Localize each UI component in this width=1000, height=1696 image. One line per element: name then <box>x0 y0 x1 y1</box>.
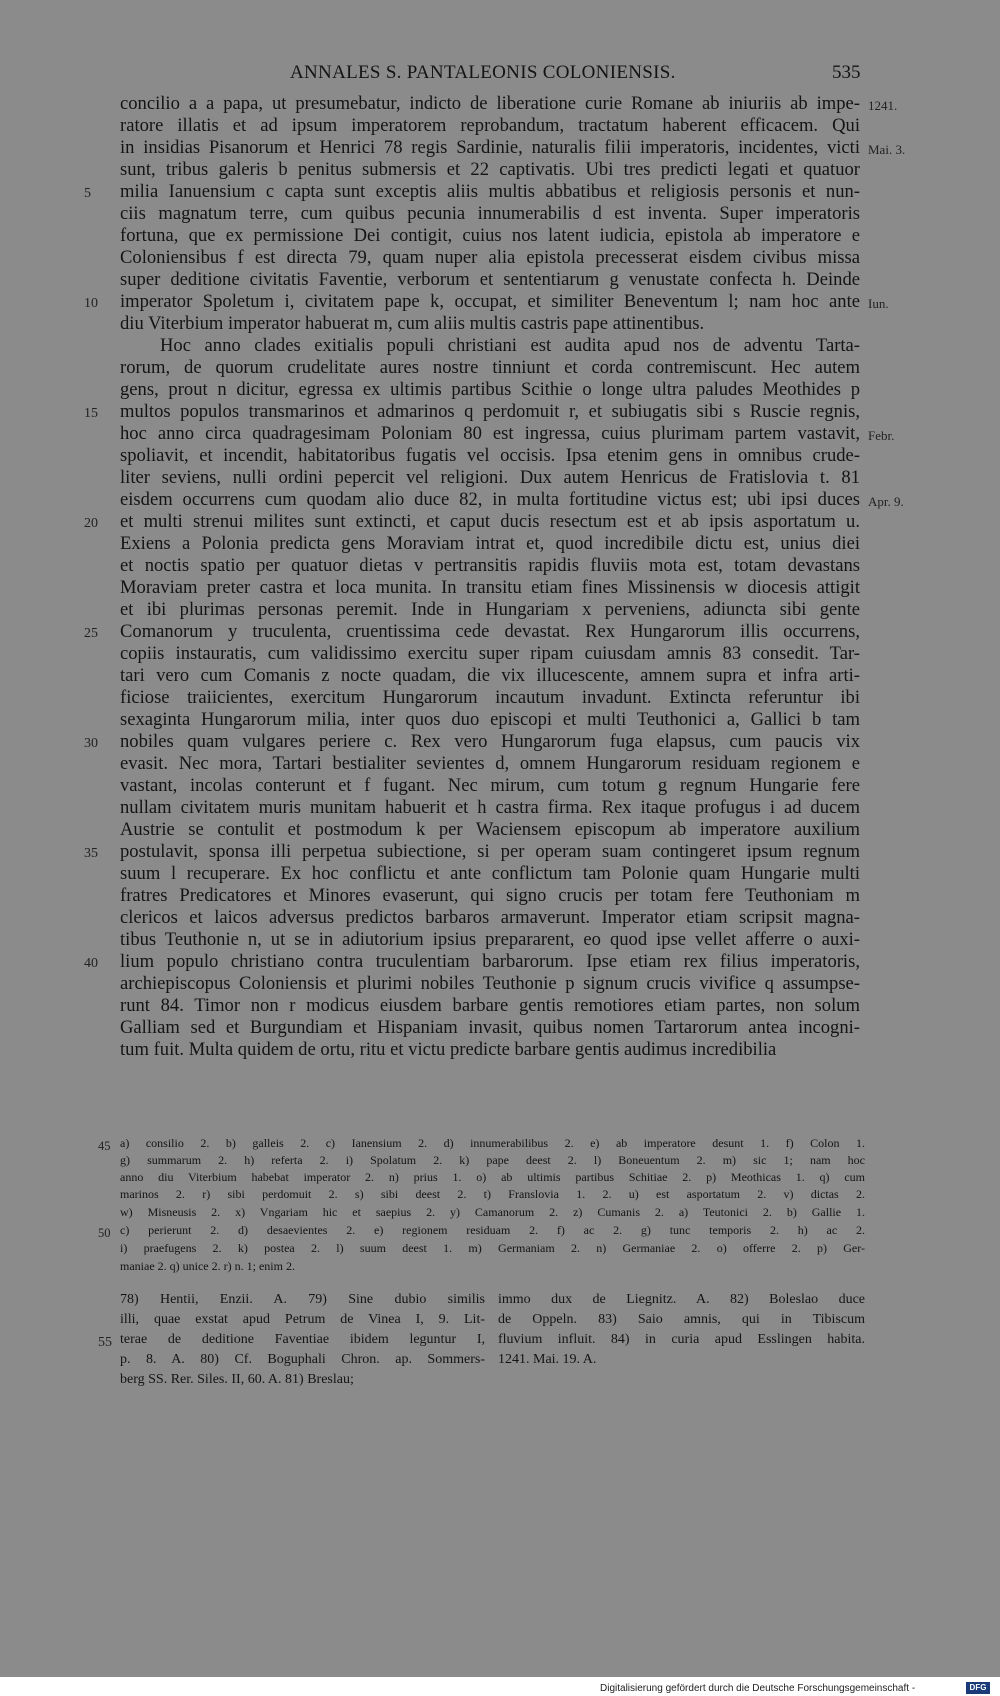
text-line: evasit. Nec mora, Tartari bestialiter sevientes d, omnem Hungarorum residuam regionem e <box>120 753 860 774</box>
text-line: vastant, incolas conterunt et f fugant. Nec mirum, cum totum g regnum Hungarie fere <box>120 775 860 796</box>
running-title: ANNALES S. PANTALEONIS COLONIENSIS. <box>290 62 676 83</box>
footnote-line: de Oppeln. 83) Saio amnis, qui in Tibiscum <box>498 1312 865 1327</box>
apparatus-line: a) consilio 2. b) galleis 2. c) Ianensium 2. d) innumerabilibus 2. e) ab imperatore desunt 1. f) Colon 1. <box>120 1136 865 1150</box>
text-line: ratore illatis et ad ipsum imperatorem reprobandum, tractatum haberent efficacem. Qui <box>120 115 860 136</box>
text-line: spoliavit, et incendit, habitatoribus fugatis vel occisis. Ipsa etenim gens in omnibus crude- <box>120 445 860 466</box>
text-line: nobiles quam vulgares periere c. Rex vero Hungarorum fuga elapsus, cum paucis vix <box>120 731 860 752</box>
footnote-line: terae de deditione Faventiae ibidem leguntur I, <box>120 1332 485 1347</box>
text-line: eisdem occurrens cum quodam alio duce 82, in multa fortitudine victus est; ubi ipsi duces <box>120 489 860 510</box>
text-line: Austrie se contulit et postmodum k per Waciensem episcopum ab imperatore auxilium <box>120 819 860 840</box>
margin-date: Febr. <box>868 428 895 443</box>
line-number: 50 <box>98 1226 111 1240</box>
dfg-logo: DFG <box>966 1682 990 1694</box>
text-line: rorum, de quorum crudelitate aures nostre tinniunt et corda contremiscunt. Hec autem <box>120 357 860 378</box>
line-number: 40 <box>84 956 98 971</box>
text-line: fratres Predicatores et Minores evaserunt, qui signo crucis per totam fere Teuthoniam m <box>120 885 860 906</box>
footnote-line: berg SS. Rer. Siles. II, 60. A. 81) Breslau; <box>120 1372 354 1387</box>
line-number: 25 <box>84 626 98 641</box>
text-line: super deditione civitatis Faventie, verborum et sententiarum g venustate confecta h. Deinde <box>120 269 860 290</box>
text-line: et multi strenui milites sunt extincti, et caput ducis resectum est et ab ipsis asportatum u. <box>120 511 860 532</box>
text-line: ficiose traiicientes, exercitum Hungarorum incautum invadunt. Extincta referuntur ibi <box>120 687 860 708</box>
digitization-credit: Digitalisierung gefördert durch die Deutsche Forschungsgemeinschaft - <box>600 1683 916 1694</box>
margin-date: Mai. 3. <box>868 142 906 157</box>
apparatus-line: anno diu Viterbium habebat imperator 2. n) prius 1. o) ab ultimis partibus Schitiae 2. p) Meothicas 1. q) cum <box>120 1170 865 1184</box>
text-line: lium populo christiano contra truculentiam barbarorum. Ipse etiam rex filius imperatoris, <box>120 951 860 972</box>
margin-date: 1241. <box>868 98 898 113</box>
line-number: 55 <box>98 1335 112 1350</box>
line-number: 10 <box>84 296 98 311</box>
text-line: in insidias Pisanorum et Henrici 78 regis Sardinie, naturalis filii imperatoris, incidentes, victi <box>120 137 860 158</box>
line-number: 5 <box>84 186 91 201</box>
text-line: Exiens a Polonia predicta gens Moraviam intrat et, quod incredibile dictu est, unius diei <box>120 533 860 554</box>
text-line: tari vero cum Comanis z nocte quadam, die vix illucescente, amnem supra et infra arti- <box>120 665 860 686</box>
footnote-line: immo dux de Liegnitz. A. 82) Boleslao duce <box>498 1292 865 1307</box>
text-line: hoc anno circa quadragesimam Poloniam 80 est ingressa, cuius plurimam partem vastavit, <box>120 423 860 444</box>
text-line: runt 84. Timor non r modicus eiusdem barbare gentis remotiores etiam partes, non solum <box>120 995 860 1016</box>
footnote-line: p. 8. A. 80) Cf. Boguphali Chron. ap. Sommers- <box>120 1352 485 1367</box>
text-line: sunt, tribus galeris b penitus submersis et 22 captivatis. Ubi tres predicti legati et quatuor <box>120 159 860 180</box>
apparatus-line: marinos 2. r) sibi perdomuit 2. s) sibi deest 2. t) Franslovia 1. 2. u) est asportatum 2. v) dictas 2. <box>120 1187 865 1201</box>
text-line: et noctis spatio per quatuor dietas v pertransitis rapidis fluviis mota est, totam devastans <box>120 555 860 576</box>
apparatus-line: maniae 2. q) unice 2. r) n. 1; enim 2. <box>120 1259 295 1273</box>
text-line: suum l recuperare. Ex hoc conflictu et ante conflictum tam Polonie quam Hungarie multi <box>120 863 860 884</box>
text-line: et ibi plurimas personas peremit. Inde in Hungariam x perveniens, adiuncta sibi gente <box>120 599 860 620</box>
footnote-line: illi, quae exstat apud Petrum de Vinea I, 9. Lit- <box>120 1312 485 1327</box>
text-line: concilio a a papa, ut presumebatur, indicto de liberatione curie Romane ab iniuriis ab impe- <box>120 93 860 114</box>
text-line: Comanorum y truculenta, cruentissima cede devastat. Rex Hungarorum illis occurrens, <box>120 621 860 642</box>
apparatus-line: i) praefugens 2. k) postea 2. l) suum deest 1. m) Germaniam 2. n) Germaniae 2. o) offerre 2. p) Ger- <box>120 1241 865 1255</box>
text-line: copiis instauratis, cum validissimo exercitu super ripam cuiusdam amnis 83 consedit. Tar- <box>120 643 860 664</box>
text-line: milia Ianuensium c capta sunt exceptis aliis multis abbatibus et religiosis personis et nun- <box>120 181 860 202</box>
text-line: fortuna, que ex permissione Dei contigit, cuius nos latent iudicia, epistola ab imperatore e <box>120 225 860 246</box>
text-line: archiepiscopus Coloniensis et plurimi nobiles Teuthonie p signum crucis vivifice q assumpse- <box>120 973 860 994</box>
line-number: 45 <box>98 1139 111 1153</box>
apparatus-line: c) perierunt 2. d) desaevientes 2. e) regionem residuam 2. f) ac 2. g) tunc temporis 2. h) ac 2. <box>120 1223 865 1237</box>
text-line: tum fuit. Multa quidem de ortu, ritu et victu predicte barbare gentis audimus incredibilia <box>120 1039 777 1060</box>
text-line: liter seviens, nulli ordini pepercit vel religioni. Dux autem Henricus de Fratislovia t. 81 <box>120 467 860 488</box>
text-line: gens, prout n dicitur, egressa ex ultimis partibus Scithie o longe ultra paludes Meothides p <box>120 379 860 400</box>
margin-date: Iun. <box>868 296 889 311</box>
line-number: 20 <box>84 516 98 531</box>
text-line: nullam civitatem muris munitam habuerit et h castra firma. Rex itaque profugus i ad ducem <box>120 797 860 818</box>
apparatus-line: g) summarum 2. h) referta 2. i) Spolatum 2. k) pape deest 2. l) Boneuentum 2. m) sic 1; nam hoc <box>120 1153 865 1167</box>
footnote-line: 1241. Mai. 19. A. <box>498 1352 597 1367</box>
apparatus-line: w) Misneusis 2. x) Vngariam hic et saepius 2. y) Camanorum 2. z) Cumanis 2. a) Teutonici 2. b) Gallie 1. <box>120 1205 865 1219</box>
text-line: tibus Teuthonie n, ut se in adiutorium ipsius prepararent, eo quod ipse vellet afferre o auxi- <box>120 929 860 950</box>
text-line: clericos et laicos adversus predictos barbaros armaverunt. Imperator etiam scripsit magna- <box>120 907 860 928</box>
page-number: 535 <box>832 62 861 83</box>
line-number: 30 <box>84 736 98 751</box>
text-line: multos populos transmarinos et admarinos q perdomuit r, et subiugatis sibi s Ruscie regnis, <box>120 401 860 422</box>
text-line: Galliam sed et Burgundiam et Hispaniam invasit, quibus nomen Tartarorum antea incogni- <box>120 1017 860 1038</box>
line-number: 35 <box>84 846 98 861</box>
text-line: diu Viterbium imperator habuerat m, cum aliis multis castris pape attinentibus. <box>120 313 705 334</box>
text-line: ciis magnatum terre, cum quibus pecunia innumerabilis d est inventa. Super imperatoris <box>120 203 860 224</box>
text-line: imperator Spoletum i, civitatem pape k, occupat, et similiter Beneventum l; nam hoc ante <box>120 291 860 312</box>
footnote-line: 78) Hentii, Enzii. A. 79) Sine dubio similis <box>120 1292 485 1307</box>
text-line: sexaginta Hungarorum milia, inter quos duo episcopi et multi Teuthonici a, Gallici b tam <box>120 709 860 730</box>
margin-date: Apr. 9. <box>868 494 904 509</box>
text-line: Coloniensibus f est directa 79, quam nuper alia epistola precesserat eisdem civibus missa <box>120 247 860 268</box>
text-line: Hoc anno clades exitialis populi christiani est audita apud nos de adventu Tarta- <box>160 335 860 356</box>
footnote-line: fluvium influit. 84) in curia apud Esslingen habita. <box>498 1332 865 1347</box>
text-line: postulavit, sponsa illi perpetua subiectione, si per operam suam contingeret ipsum regnum <box>120 841 860 862</box>
line-number: 15 <box>84 406 98 421</box>
text-line: Moraviam preter castra et loca munita. In transitu etiam fines Missinensis w diocesis attigit <box>120 577 860 598</box>
